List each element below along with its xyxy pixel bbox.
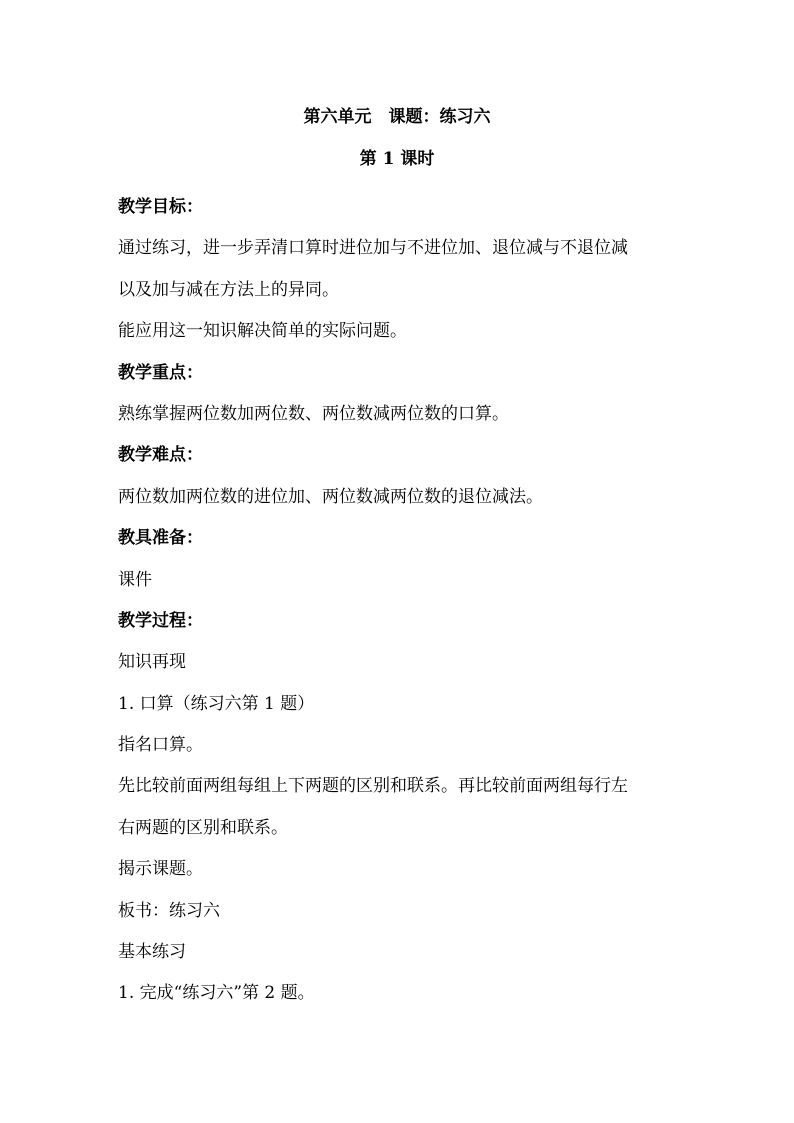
text-line: 能应用这一知识解决简单的实际问题。 [118, 321, 407, 342]
text-line: 课件 [118, 569, 152, 590]
text-line: 先比较前面两组每组上下两题的区别和联系。再比较前面两组每行左 [118, 776, 628, 797]
text-line: 板书：练习六 [118, 900, 220, 921]
text-line: 教具准备： [118, 528, 203, 549]
text-line: 教学目标： [118, 197, 203, 217]
text-line: 教学重点： [118, 362, 203, 383]
text-line: 基本练习 [118, 942, 186, 963]
text-line: 两位数加两位数的进位加、两位数减两位数的退位减法。 [118, 486, 543, 507]
text-line: 揭示课题。 [118, 859, 203, 880]
text-line: 通过练习，进一步弄清口算时进位加与不进位加、退位减与不退位减 [118, 238, 628, 259]
text-line: 教学过程： [118, 610, 203, 631]
text-line: 以及加与减在方法上的异同。 [118, 279, 339, 300]
text-line: 1. 完成“练习六”第 2 题。 [118, 983, 315, 1004]
document-title: 第六单元 课题：练习六 [303, 107, 491, 127]
text-line: 指名口算。 [118, 735, 203, 756]
text-line: 1. 口算（练习六第 1 题） [118, 693, 315, 714]
document-subtitle: 第 1 课时 [359, 149, 435, 169]
document-body [118, 187, 688, 1015]
text-line: 熟练掌握两位数加两位数、两位数减两位数的口算。 [118, 403, 509, 424]
text-line: 教学难点： [118, 445, 203, 466]
text-line: 右两题的区别和联系。 [118, 817, 288, 838]
text-line: 知识再现 [118, 652, 186, 673]
